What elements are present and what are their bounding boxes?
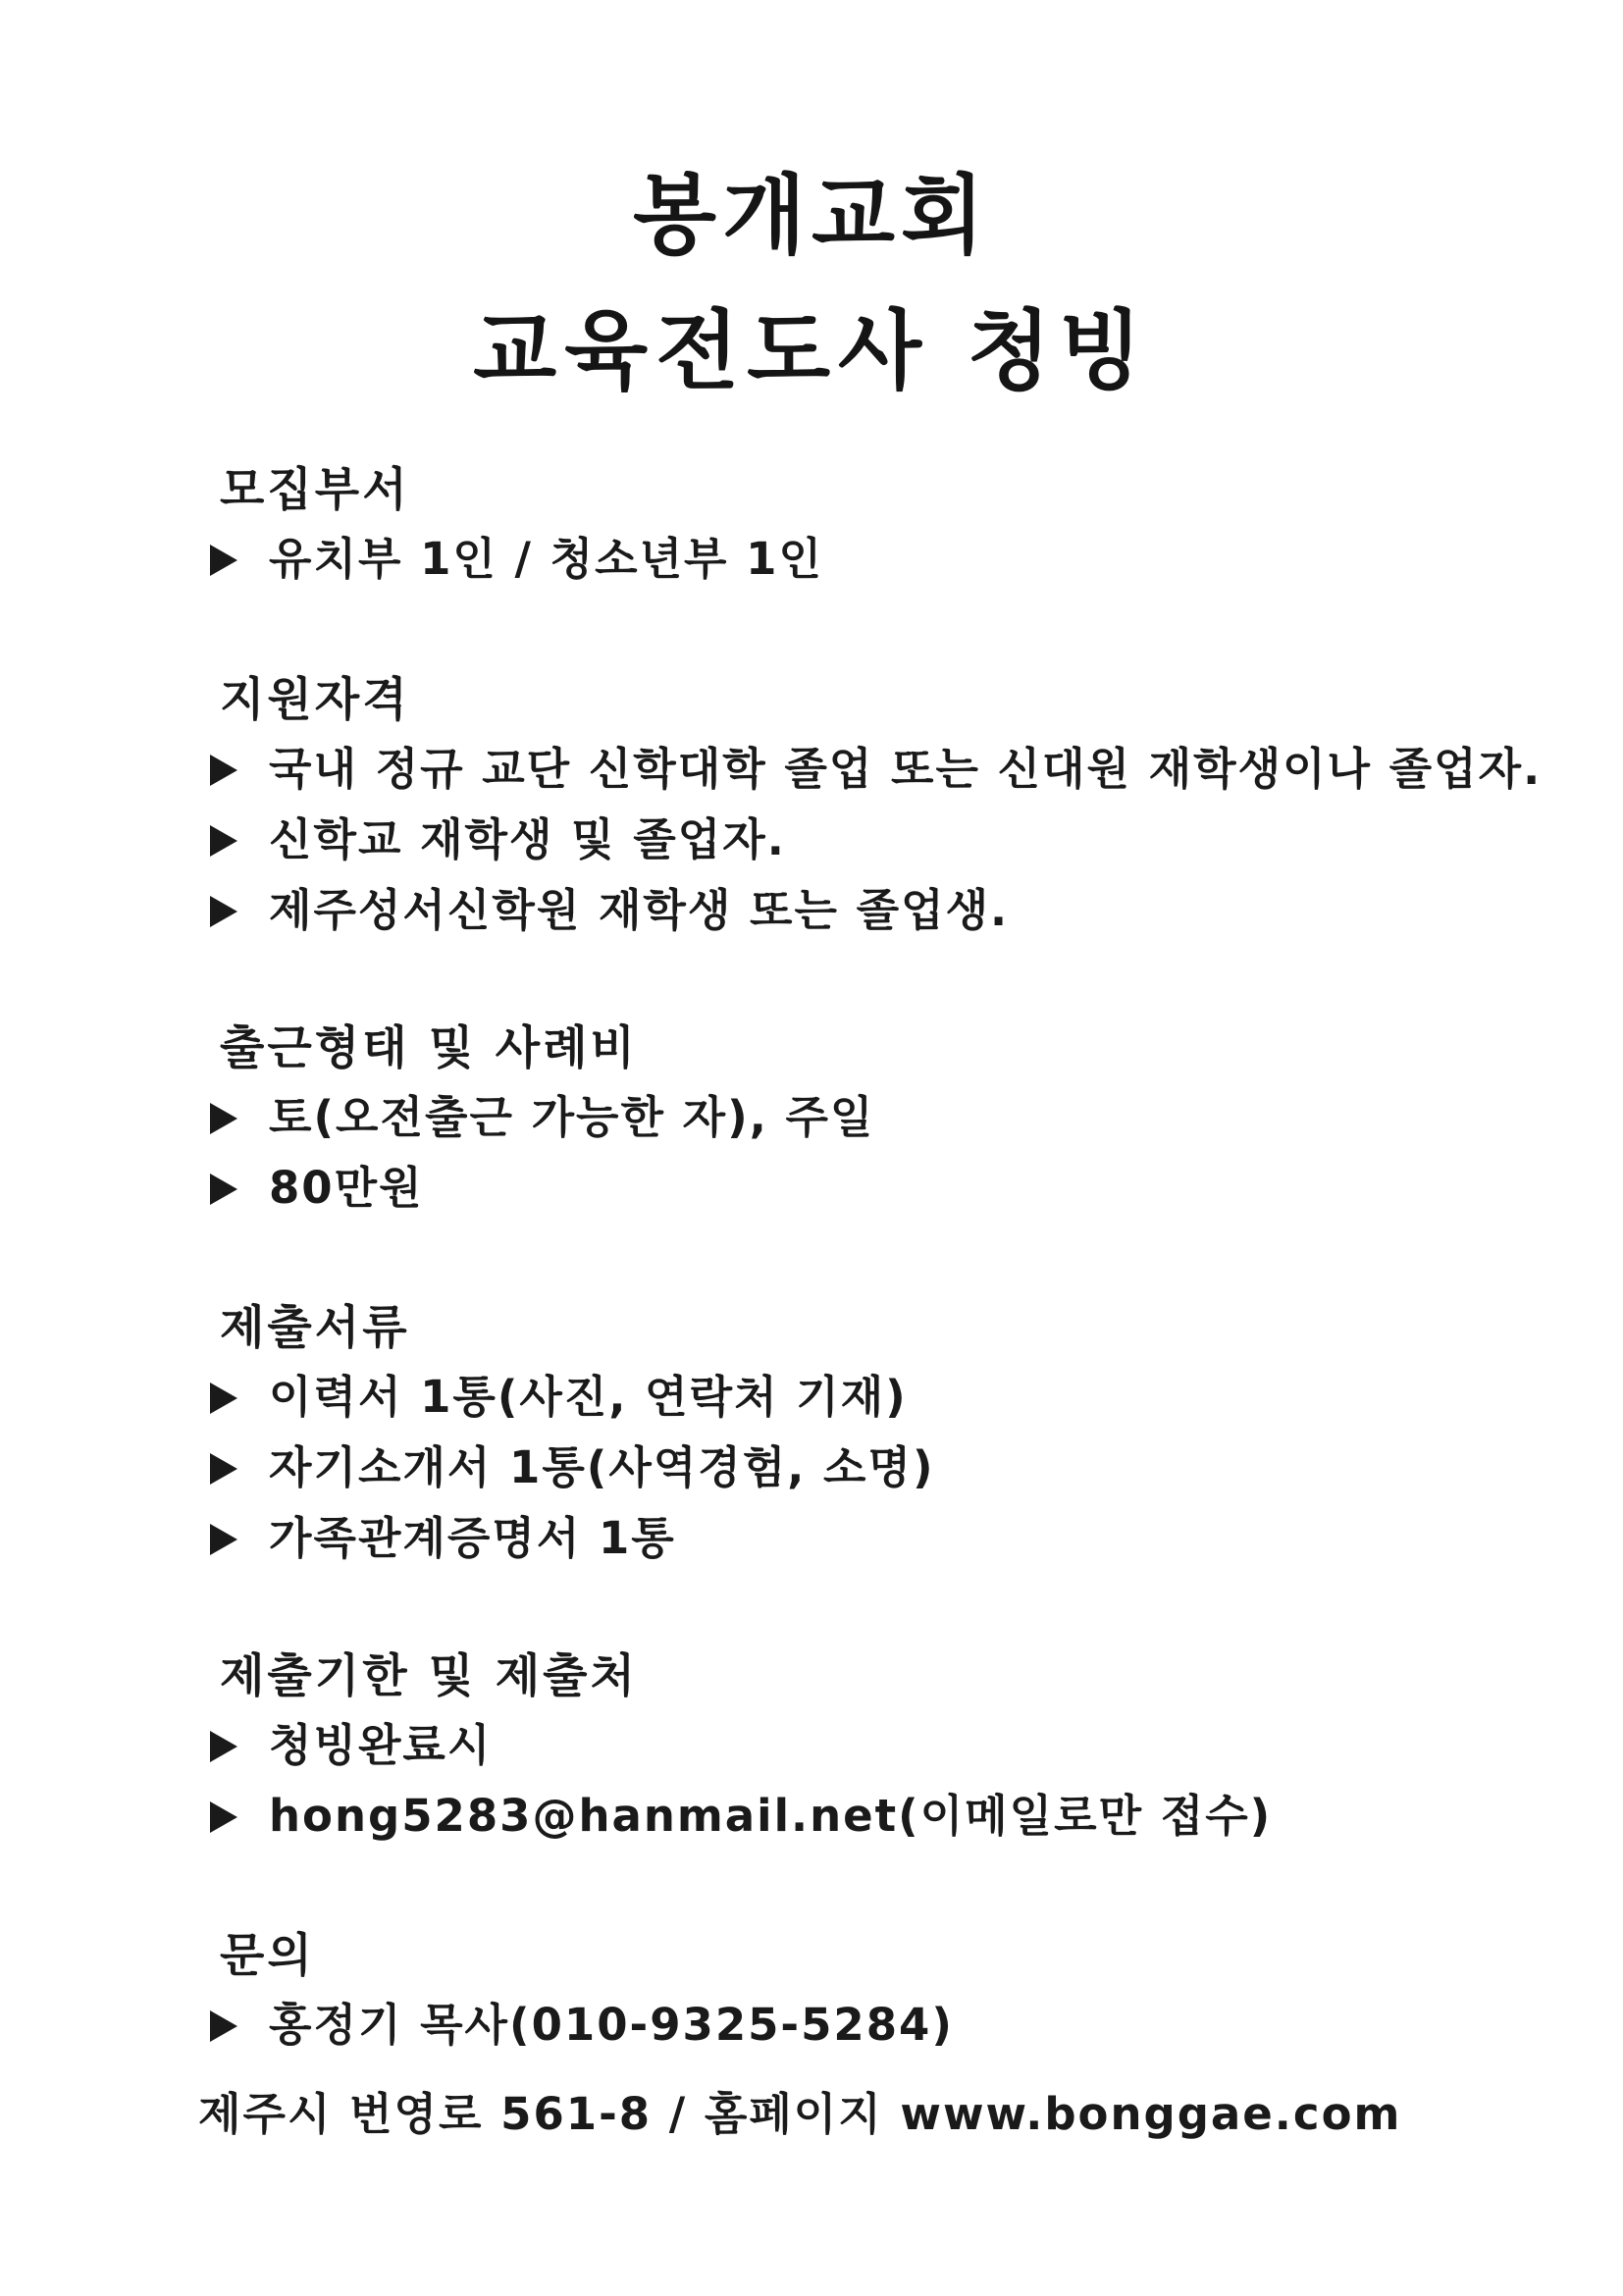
section-heading: 지원자격 [220, 673, 410, 727]
section-contact [196, 1923, 1531, 2061]
section-heading: 모집부서 [220, 463, 410, 517]
arrow-bullet-icon [210, 896, 237, 927]
arrow-bullet-icon [210, 1453, 237, 1485]
section-heading: 제출서류 [220, 1301, 410, 1355]
section-heading: 제출기한 및 제출처 [220, 1649, 638, 1703]
list-item: 신학교 재학생 및 졸업자. [196, 805, 1531, 875]
arrow-bullet-icon [210, 1524, 237, 1555]
list-item: 국내 정규 교단 신학대학 졸업 또는 신대원 재학생이나 졸업자. [196, 734, 1531, 805]
arrow-bullet-icon [210, 1103, 237, 1134]
arrow-bullet-icon [210, 825, 237, 857]
list-item: 청빙완료시 [196, 1710, 1531, 1781]
section-documents [196, 1295, 1531, 1574]
arrow-bullet-icon [210, 755, 237, 786]
section-heading: 출근형태 및 사례비 [220, 1021, 638, 1075]
list-item: 가족관계증명서 1통 [196, 1503, 1531, 1574]
list-item: 유치부 1인 / 청소년부 1인 [196, 524, 1531, 595]
section-heading: 문의 [220, 1929, 315, 1983]
list-item: 80만원 [196, 1153, 1531, 1224]
list-item: 이력서 1통(사진, 연락처 기재) [196, 1362, 1531, 1433]
list-item: 제주성서신학원 재학생 또는 졸업생. [196, 875, 1531, 946]
notice-title: 교육전도사 청빙 [473, 300, 1150, 401]
arrow-bullet-icon [210, 1383, 237, 1414]
arrow-bullet-icon [210, 545, 237, 576]
section-deadline [196, 1644, 1531, 1852]
list-item: 홍정기 목사(010-9325-5284) [196, 1990, 1531, 2061]
list-item: 자기소개서 1통(사역경험, 소명) [196, 1433, 1531, 1503]
church-name-title: 봉개교회 [632, 165, 991, 266]
list-item: 토(오전출근 가능한 자), 주일 [196, 1082, 1531, 1153]
arrow-bullet-icon [210, 1174, 237, 1205]
arrow-bullet-icon [210, 2010, 237, 2042]
section-work [196, 1016, 1531, 1224]
email-item: hong5283@hanmail.net(이메일로만 접수) [196, 1781, 1531, 1852]
arrow-bullet-icon [210, 1801, 237, 1833]
address-footer: 제주시 번영로 561-8 / 홈페이지 www.bonggae.com [198, 2088, 1402, 2140]
section-qualification [196, 667, 1543, 946]
arrow-bullet-icon [210, 1731, 237, 1762]
section-recruit [196, 457, 1531, 595]
